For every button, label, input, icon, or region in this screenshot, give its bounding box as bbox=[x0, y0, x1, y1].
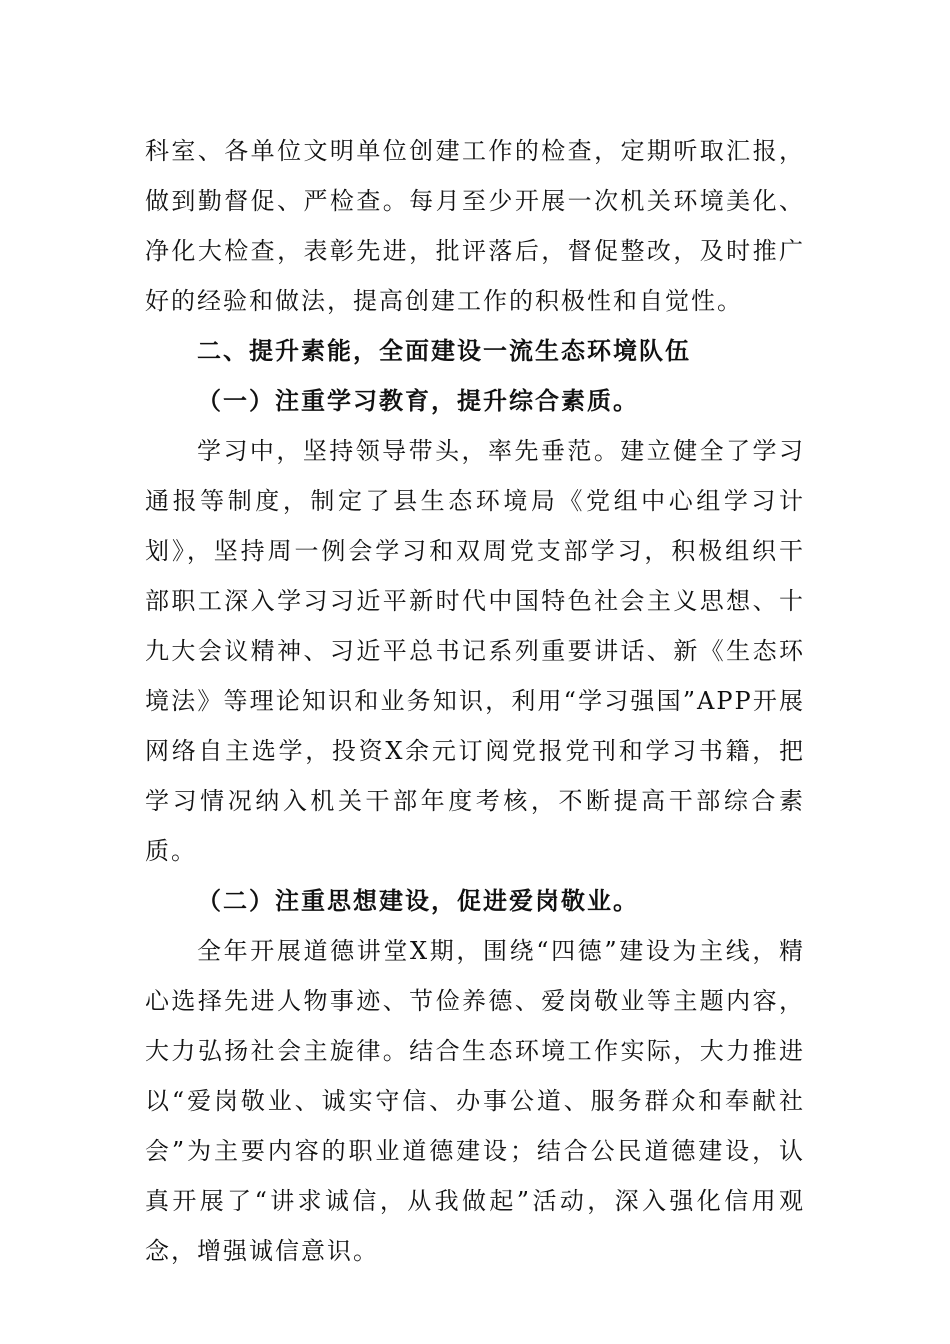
document-body bbox=[145, 126, 805, 1276]
paragraph-learning: 学习中，坚持领导带头，率先垂范。建立健全了学习通报等制度，制定了县生态环境局《党组中心组学习计划》，坚持周一例会学习和双周党支部学习，积极组织干部职工深入学习习近平新时代中国特色社会主义思想、十九大会议精神、习近平总书记系列重要讲话、新《生态环境法》等理论知识和业务知识，利用“学习强国”APP开展网络自主选学，投资X余元订阅党报党刊和学习书籍，把学习情况纳入机关干部年度考核，不断提高干部综合素质。 bbox=[145, 437, 805, 865]
paragraph-inspection: 科室、各单位文明单位创建工作的检查，定期听取汇报，做到勤督促、严检查。每月至少开展一次机关环境美化、净化大检查，表彰先进，批评落后，督促整改，及时推广好的经验和做法，提高创建工作的积极性和自觉性。 bbox=[145, 137, 805, 315]
section-heading-2: 二、提升素能，全面建设一流生态环境队伍 bbox=[197, 337, 691, 365]
paragraph-ideology: 全年开展道德讲堂X期，围绕“四德”建设为主线，精心选择先进人物事迹、节俭养德、爱岗敬业等主题内容，大力弘扬社会主旋律。结合生态环境工作实际，大力推进以“爱岗敬业、诚实守信、办事公道、服务群众和奉献社会”为主要内容的职业道德建设；结合公民道德建设，认真开展了“讲求诚信，从我做起”活动，深入强化信用观念，增强诚信意识。 bbox=[145, 937, 805, 1265]
subheading-learning: （一）注重学习教育，提升综合素质。 bbox=[197, 387, 639, 415]
subheading-ideology: （二）注重思想建设，促进爱岗敬业。 bbox=[197, 887, 639, 915]
